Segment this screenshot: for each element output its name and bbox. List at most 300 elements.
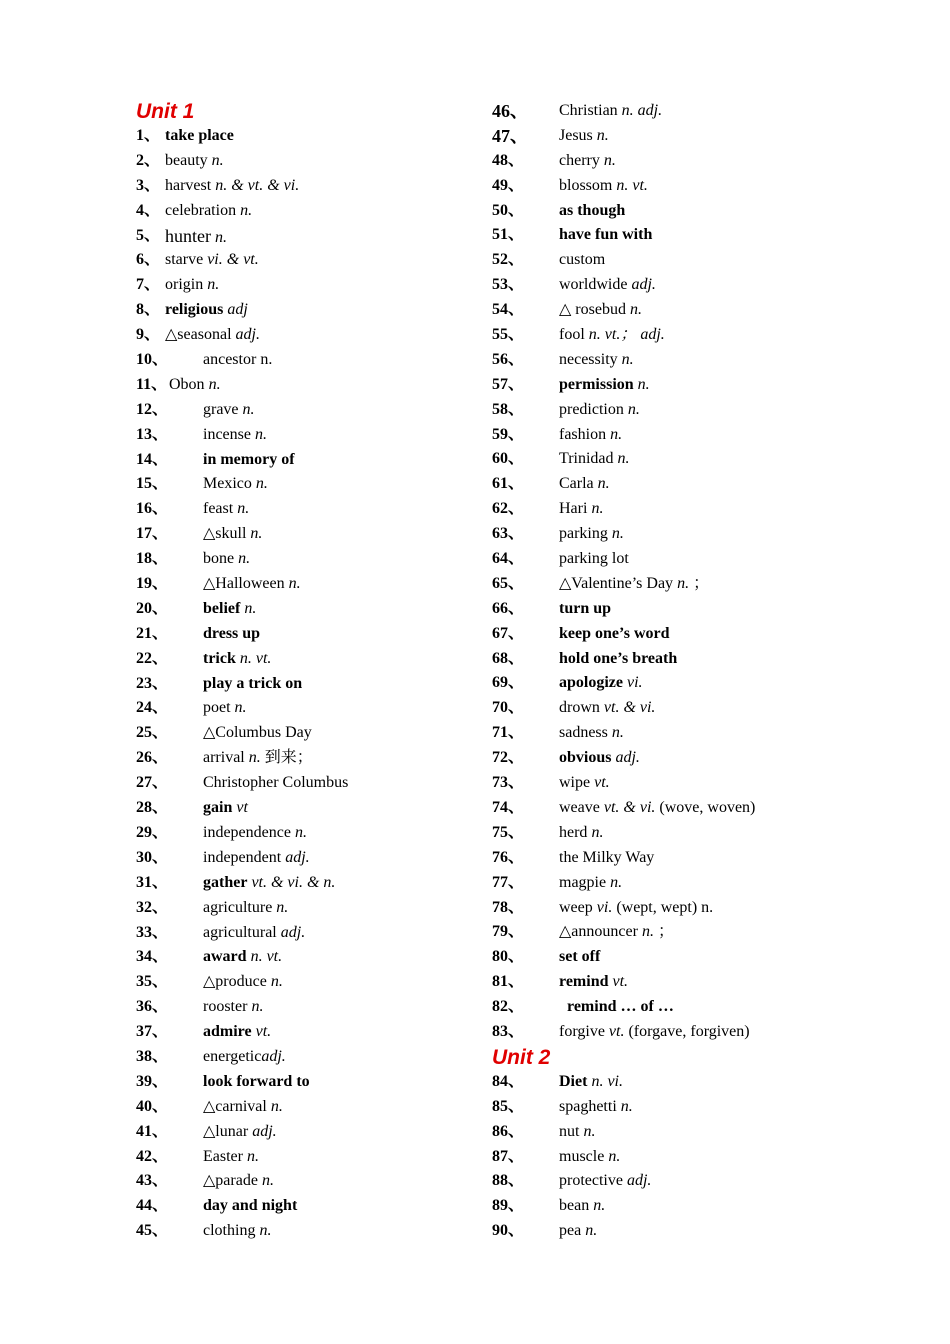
vocab-entry bbox=[492, 1095, 832, 1120]
entry-number: 57、 bbox=[492, 375, 525, 393]
entry-number: 44、 bbox=[136, 1197, 169, 1215]
right-vocab-list-unit2 bbox=[492, 1070, 832, 1244]
entry-word bbox=[559, 323, 665, 348]
entry-part-of-speech: n. bbox=[593, 1197, 606, 1215]
entry-part-of-speech: n. bbox=[585, 1222, 598, 1240]
entry-number: 49、 bbox=[492, 176, 525, 194]
entry-part-of-speech: n. vt. bbox=[239, 649, 272, 667]
entry-number: 29、 bbox=[136, 823, 169, 841]
vocab-entry bbox=[492, 1169, 832, 1194]
entry-number: 69、 bbox=[492, 674, 525, 692]
entry-word bbox=[203, 696, 247, 721]
entry-headword: Obon bbox=[169, 375, 205, 393]
entry-number: 11、 bbox=[136, 375, 168, 393]
entry-number: 38、 bbox=[136, 1047, 169, 1065]
entry-number: 62、 bbox=[492, 500, 525, 518]
entry-headword: hold one’s breath bbox=[559, 649, 678, 667]
entry-number: 83、 bbox=[492, 1022, 525, 1040]
entry-number: 86、 bbox=[492, 1122, 525, 1140]
entry-word bbox=[203, 522, 262, 547]
entry-headword: △parade bbox=[203, 1172, 258, 1190]
entry-number: 78、 bbox=[492, 898, 525, 916]
entry-number: 72、 bbox=[492, 749, 525, 767]
entry-headword: bean bbox=[559, 1197, 590, 1215]
entry-number: 32、 bbox=[136, 898, 169, 916]
entry-word bbox=[559, 174, 648, 199]
entry-word bbox=[559, 273, 656, 298]
entry-part-of-speech: vt bbox=[236, 799, 248, 817]
entry-part-of-speech: n. vi. bbox=[591, 1072, 623, 1090]
entry-part-of-speech: n. bbox=[208, 375, 221, 393]
entry-number: 70、 bbox=[492, 699, 525, 717]
entry-headword: cherry bbox=[559, 151, 600, 169]
entry-word bbox=[203, 448, 295, 473]
entry-part-of-speech: n. bbox=[603, 151, 616, 169]
vocab-entry bbox=[492, 547, 832, 572]
entry-number: 63、 bbox=[492, 525, 525, 543]
vocab-entry bbox=[136, 398, 476, 423]
entry-word bbox=[203, 1169, 274, 1194]
entry-number: 40、 bbox=[136, 1097, 169, 1115]
vocab-entry bbox=[136, 1219, 476, 1244]
vocab-entry bbox=[492, 821, 832, 846]
entry-number: 71、 bbox=[492, 724, 525, 742]
entry-number: 48、 bbox=[492, 151, 525, 169]
entry-word bbox=[203, 746, 313, 771]
entry-word bbox=[203, 1070, 310, 1095]
vocab-entry bbox=[492, 522, 832, 547]
entry-word bbox=[559, 771, 610, 796]
entry-headword: remind bbox=[559, 973, 609, 991]
entry-part-of-speech: vi. bbox=[596, 898, 613, 916]
entry-word bbox=[203, 1095, 283, 1120]
entry-headword: dress up bbox=[203, 624, 261, 642]
entry-number: 87、 bbox=[492, 1147, 525, 1165]
entry-note: (wept, wept) n. bbox=[616, 898, 714, 916]
vocab-entry bbox=[136, 149, 476, 174]
vocab-entry bbox=[492, 597, 832, 622]
entry-number: 19、 bbox=[136, 575, 169, 593]
entry-part-of-speech: vt. bbox=[608, 1022, 625, 1040]
vocab-entry bbox=[492, 199, 832, 224]
entry-word bbox=[165, 273, 219, 298]
entry-number: 47、 bbox=[492, 125, 528, 146]
entry-word bbox=[203, 647, 271, 672]
vocab-entry bbox=[136, 248, 476, 273]
entry-word bbox=[165, 199, 252, 224]
entry-headword: drown bbox=[559, 699, 600, 717]
entry-part-of-speech: n. bbox=[611, 525, 624, 543]
entry-word bbox=[559, 572, 709, 597]
entry-headword: parking bbox=[559, 525, 608, 543]
vocab-entry bbox=[136, 995, 476, 1020]
entry-number: 14、 bbox=[136, 450, 169, 468]
entry-note: ； bbox=[693, 574, 710, 592]
entry-part-of-speech: adj bbox=[227, 301, 248, 319]
entry-part-of-speech: n. bbox=[617, 450, 630, 468]
entry-part-of-speech: vt. & vi. bbox=[603, 798, 656, 816]
entry-headword: sadness bbox=[559, 724, 608, 742]
vocab-entry bbox=[136, 721, 476, 746]
entry-word bbox=[559, 348, 634, 373]
entry-headword: worldwide bbox=[559, 276, 628, 294]
entry-word bbox=[559, 124, 609, 149]
entry-word bbox=[203, 1145, 259, 1170]
entry-word bbox=[559, 846, 654, 871]
vocab-entry bbox=[136, 497, 476, 522]
right-vocab-list-unit1 bbox=[492, 99, 832, 1045]
entry-part-of-speech: n. bbox=[244, 599, 257, 617]
entry-headword: agricultural bbox=[203, 923, 277, 941]
entry-word bbox=[203, 721, 312, 746]
entry-word bbox=[203, 945, 282, 970]
entry-number: 10、 bbox=[136, 351, 169, 369]
entry-headword: trick bbox=[203, 649, 236, 667]
entry-word bbox=[567, 995, 674, 1020]
vocab-entry bbox=[492, 920, 832, 945]
entry-word bbox=[559, 671, 643, 696]
vocab-entry bbox=[136, 672, 476, 697]
entry-headword: △lunar bbox=[203, 1122, 249, 1140]
entry-word bbox=[203, 497, 249, 522]
vocab-entry bbox=[492, 472, 832, 497]
entry-part-of-speech: n. bbox=[214, 228, 227, 246]
vocab-entry bbox=[492, 273, 832, 298]
vocab-entry bbox=[136, 846, 476, 871]
entry-word bbox=[203, 871, 335, 896]
entry-headword: hunter bbox=[165, 225, 211, 246]
entry-headword: △Valentine’s Day bbox=[559, 574, 674, 592]
entry-word bbox=[559, 522, 624, 547]
vocab-entry bbox=[492, 671, 832, 696]
entry-number: 85、 bbox=[492, 1097, 525, 1115]
entry-part-of-speech: n. bbox=[596, 126, 609, 144]
entry-number: 23、 bbox=[136, 674, 169, 692]
entry-word bbox=[203, 672, 302, 697]
entry-headword: take place bbox=[165, 127, 234, 144]
vocab-entry bbox=[492, 373, 832, 398]
entry-headword: celebration bbox=[165, 201, 237, 219]
vocab-entry bbox=[136, 472, 476, 497]
entry-part-of-speech: n. bbox=[591, 823, 604, 841]
vocab-entry bbox=[492, 721, 832, 746]
entry-part-of-speech: adj. bbox=[285, 848, 310, 866]
entry-headword: custom bbox=[559, 251, 606, 269]
entry-word bbox=[559, 920, 674, 945]
entry-word bbox=[559, 1219, 597, 1244]
entry-word bbox=[165, 298, 248, 323]
entry-word bbox=[559, 597, 611, 622]
entry-number: 20、 bbox=[136, 599, 169, 617]
entry-number: 31、 bbox=[136, 873, 169, 891]
vocab-entry bbox=[492, 896, 832, 921]
vocab-entry bbox=[136, 1095, 476, 1120]
entry-word bbox=[165, 174, 299, 199]
entry-part-of-speech: adj. bbox=[252, 1122, 277, 1140]
entry-number: 43、 bbox=[136, 1172, 169, 1190]
entry-word bbox=[559, 398, 640, 423]
entry-headword: independence bbox=[203, 823, 291, 841]
entry-headword: clothing bbox=[203, 1222, 256, 1240]
entry-number: 33、 bbox=[136, 923, 169, 941]
entry-headword: Hari bbox=[559, 500, 588, 518]
entry-word bbox=[203, 423, 267, 448]
entry-number: 74、 bbox=[492, 798, 525, 816]
entry-word bbox=[203, 995, 263, 1020]
entry-word bbox=[559, 821, 603, 846]
entry-number: 35、 bbox=[136, 973, 169, 991]
entry-headword: obvious bbox=[559, 749, 612, 767]
entry-word bbox=[559, 373, 650, 398]
entry-word bbox=[559, 1120, 595, 1145]
entry-number: 8、 bbox=[136, 301, 161, 319]
vocab-entry bbox=[136, 224, 476, 249]
entry-headword: independent bbox=[203, 848, 282, 866]
entry-word bbox=[203, 921, 305, 946]
vocab-entry bbox=[492, 1194, 832, 1219]
entry-word bbox=[559, 199, 625, 224]
entry-part-of-speech: n. bbox=[611, 724, 624, 742]
entry-word bbox=[165, 149, 224, 174]
entry-number: 7、 bbox=[136, 276, 161, 294]
entry-part-of-speech: vt. bbox=[594, 774, 610, 792]
entry-number: 27、 bbox=[136, 774, 169, 792]
unit-2-heading: Unit 2 bbox=[492, 1045, 551, 1069]
entry-note: n. bbox=[260, 351, 273, 369]
entry-word bbox=[165, 224, 227, 251]
entry-part-of-speech: vt. bbox=[255, 1023, 272, 1041]
entry-word bbox=[203, 572, 301, 597]
entry-part-of-speech: n. bbox=[677, 574, 690, 592]
entry-headword: herd bbox=[559, 823, 588, 841]
vocab-entry bbox=[492, 622, 832, 647]
entry-headword: weep bbox=[559, 898, 593, 916]
entry-part-of-speech: vi. bbox=[627, 674, 643, 692]
entry-part-of-speech: n. bbox=[276, 898, 289, 916]
vocab-entry bbox=[136, 746, 476, 771]
entry-word bbox=[559, 298, 642, 323]
vocab-entry bbox=[492, 447, 832, 472]
entry-part-of-speech: n. bbox=[237, 500, 250, 518]
vocab-entry bbox=[492, 497, 832, 522]
vocab-entry bbox=[136, 647, 476, 672]
entry-number: 2、 bbox=[136, 151, 161, 169]
entry-headword: energetic bbox=[203, 1047, 262, 1065]
entry-part-of-speech: adj. bbox=[631, 276, 656, 294]
vocab-entry bbox=[136, 174, 476, 199]
entry-part-of-speech: n. bbox=[610, 425, 623, 443]
entry-number: 79、 bbox=[492, 923, 525, 941]
entry-word bbox=[203, 622, 260, 647]
vocab-entry bbox=[136, 945, 476, 970]
right-column bbox=[492, 99, 832, 1244]
entry-number: 77、 bbox=[492, 873, 525, 891]
vocab-entry bbox=[492, 248, 832, 273]
vocab-entry bbox=[136, 696, 476, 721]
entry-number: 89、 bbox=[492, 1197, 525, 1215]
entry-word bbox=[203, 597, 256, 622]
entry-part-of-speech: vt. bbox=[603, 699, 620, 717]
entry-headword: turn up bbox=[559, 599, 612, 617]
entry-headword: Christopher Columbus bbox=[203, 774, 349, 792]
entry-headword: muscle bbox=[559, 1147, 605, 1165]
entry-part-of-speech: vt. bbox=[612, 973, 629, 991]
entry-word bbox=[559, 796, 755, 821]
vocab-entry bbox=[492, 871, 832, 896]
vocab-entry bbox=[492, 1120, 832, 1145]
entry-headword: fool bbox=[559, 326, 585, 344]
entry-word bbox=[165, 323, 260, 348]
entry-headword: △produce bbox=[203, 973, 267, 991]
vocab-entry bbox=[136, 1020, 476, 1045]
vocab-entry bbox=[492, 124, 832, 149]
vocab-entry bbox=[136, 622, 476, 647]
entry-word bbox=[203, 1120, 277, 1145]
entry-number: 67、 bbox=[492, 624, 525, 642]
entry-headword: keep one’s word bbox=[559, 624, 670, 642]
entry-headword: Carla bbox=[559, 475, 594, 493]
entry-part-of-speech: n. bbox=[238, 550, 251, 568]
entry-word bbox=[203, 1219, 271, 1244]
entry-number: 56、 bbox=[492, 350, 525, 368]
entry-number: 21、 bbox=[136, 624, 169, 642]
entry-headword: rooster bbox=[203, 998, 248, 1016]
entry-headword: agriculture bbox=[203, 898, 273, 916]
vocab-entry bbox=[492, 771, 832, 796]
entry-word bbox=[559, 1169, 651, 1194]
entry-word bbox=[203, 796, 248, 821]
entry-headword: △seasonal bbox=[165, 326, 232, 344]
vocab-entry bbox=[136, 572, 476, 597]
entry-headword: gain bbox=[203, 799, 233, 817]
entry-headword: belief bbox=[203, 599, 241, 617]
entry-word bbox=[203, 398, 255, 423]
entry-headword: apologize bbox=[559, 674, 623, 692]
entry-headword: Trinidad bbox=[559, 450, 614, 468]
entry-headword: ancestor bbox=[203, 351, 257, 369]
entry-number: 18、 bbox=[136, 550, 169, 568]
entry-number: 17、 bbox=[136, 525, 169, 543]
entry-part-of-speech: n. vt. bbox=[616, 176, 648, 194]
entry-number: 64、 bbox=[492, 550, 525, 568]
entry-headword: wipe bbox=[559, 774, 591, 792]
entry-headword: bone bbox=[203, 550, 235, 568]
entry-headword: set off bbox=[559, 948, 601, 966]
entry-note: & vi. bbox=[623, 699, 656, 717]
entry-headword: gather bbox=[203, 873, 248, 891]
entry-number: 36、 bbox=[136, 998, 169, 1016]
vocab-entry bbox=[492, 1070, 832, 1095]
entry-word bbox=[203, 970, 283, 995]
vocab-entry bbox=[136, 298, 476, 323]
entry-headword: harvest bbox=[165, 176, 212, 194]
entry-part-of-speech: adj. bbox=[261, 1047, 286, 1065]
entry-number: 60、 bbox=[492, 450, 525, 468]
entry-word bbox=[559, 1020, 750, 1045]
vocab-entry bbox=[136, 821, 476, 846]
entry-part-of-speech: n. bbox=[240, 201, 253, 219]
entry-word bbox=[559, 547, 629, 572]
entry-word bbox=[559, 647, 677, 672]
vocab-entry bbox=[492, 1219, 832, 1244]
entry-number: 3、 bbox=[136, 176, 161, 194]
vocab-entry bbox=[136, 896, 476, 921]
entry-word bbox=[559, 1095, 633, 1120]
vocab-entry bbox=[492, 945, 832, 970]
entry-word bbox=[559, 497, 603, 522]
entry-headword: prediction bbox=[559, 400, 624, 418]
entry-part-of-speech: n. bbox=[637, 375, 650, 393]
entry-number: 80、 bbox=[492, 948, 525, 966]
vocab-entry bbox=[492, 174, 832, 199]
entry-part-of-speech: n. bbox=[610, 873, 623, 891]
vocab-entry bbox=[136, 771, 476, 796]
entry-number: 46、 bbox=[492, 101, 528, 121]
entry-headword: admire bbox=[203, 1023, 252, 1041]
entry-part-of-speech: n. bbox=[629, 301, 642, 319]
entry-part-of-speech: adj. bbox=[626, 1172, 652, 1190]
entry-word bbox=[559, 622, 670, 647]
entry-headword: △ rosebud bbox=[559, 301, 626, 319]
entry-number: 88、 bbox=[492, 1172, 525, 1190]
vocab-entry bbox=[492, 323, 832, 348]
entry-part-of-speech: n. bbox=[255, 475, 268, 493]
entry-headword: the Milky Way bbox=[559, 848, 655, 866]
entry-part-of-speech: adj. bbox=[280, 923, 306, 941]
entry-word bbox=[559, 746, 640, 771]
entry-word bbox=[559, 99, 662, 124]
entry-number: 37、 bbox=[136, 1023, 169, 1041]
entry-headword: magpie bbox=[559, 873, 607, 891]
left-vocab-list bbox=[136, 124, 476, 1244]
entry-part-of-speech: n. bbox=[294, 823, 307, 841]
entry-part-of-speech: n. vt.； adj. bbox=[588, 326, 665, 344]
entry-number: 76、 bbox=[492, 848, 525, 866]
entry-headword: △Columbus Day bbox=[203, 724, 312, 742]
entry-note: ； bbox=[657, 923, 674, 941]
vocab-entry bbox=[136, 448, 476, 473]
entry-part-of-speech: n. bbox=[641, 923, 654, 941]
entry-number: 41、 bbox=[136, 1122, 169, 1140]
entry-headword: spaghetti bbox=[559, 1097, 617, 1115]
vocab-entry bbox=[136, 522, 476, 547]
entry-number: 54、 bbox=[492, 301, 525, 319]
entry-part-of-speech: n. bbox=[270, 973, 283, 991]
entry-word bbox=[559, 1070, 623, 1095]
vocab-entry bbox=[492, 348, 832, 373]
entry-word bbox=[559, 871, 622, 896]
vocab-entry bbox=[136, 323, 476, 348]
entry-word bbox=[203, 1194, 297, 1219]
entry-word bbox=[203, 1020, 271, 1045]
vocab-entry bbox=[492, 423, 832, 448]
entry-word bbox=[559, 896, 713, 921]
entry-number: 5、 bbox=[136, 226, 161, 244]
entry-headword: as though bbox=[559, 201, 626, 219]
entry-part-of-speech: n. & vt. & vi. bbox=[215, 176, 300, 194]
vocab-entry bbox=[492, 1020, 832, 1045]
entry-headword: pea bbox=[559, 1222, 582, 1240]
entry-part-of-speech: n. bbox=[259, 1222, 272, 1240]
entry-headword: fashion bbox=[559, 425, 607, 443]
entry-word bbox=[559, 1145, 620, 1170]
entry-headword: look forward to bbox=[203, 1072, 310, 1090]
entry-part-of-speech: n. vt. bbox=[250, 948, 283, 966]
entry-headword: necessity bbox=[559, 350, 618, 368]
entry-part-of-speech: vi. & vt. bbox=[207, 251, 259, 269]
entry-headword: have fun with bbox=[559, 226, 653, 244]
entry-number: 6、 bbox=[136, 251, 161, 269]
